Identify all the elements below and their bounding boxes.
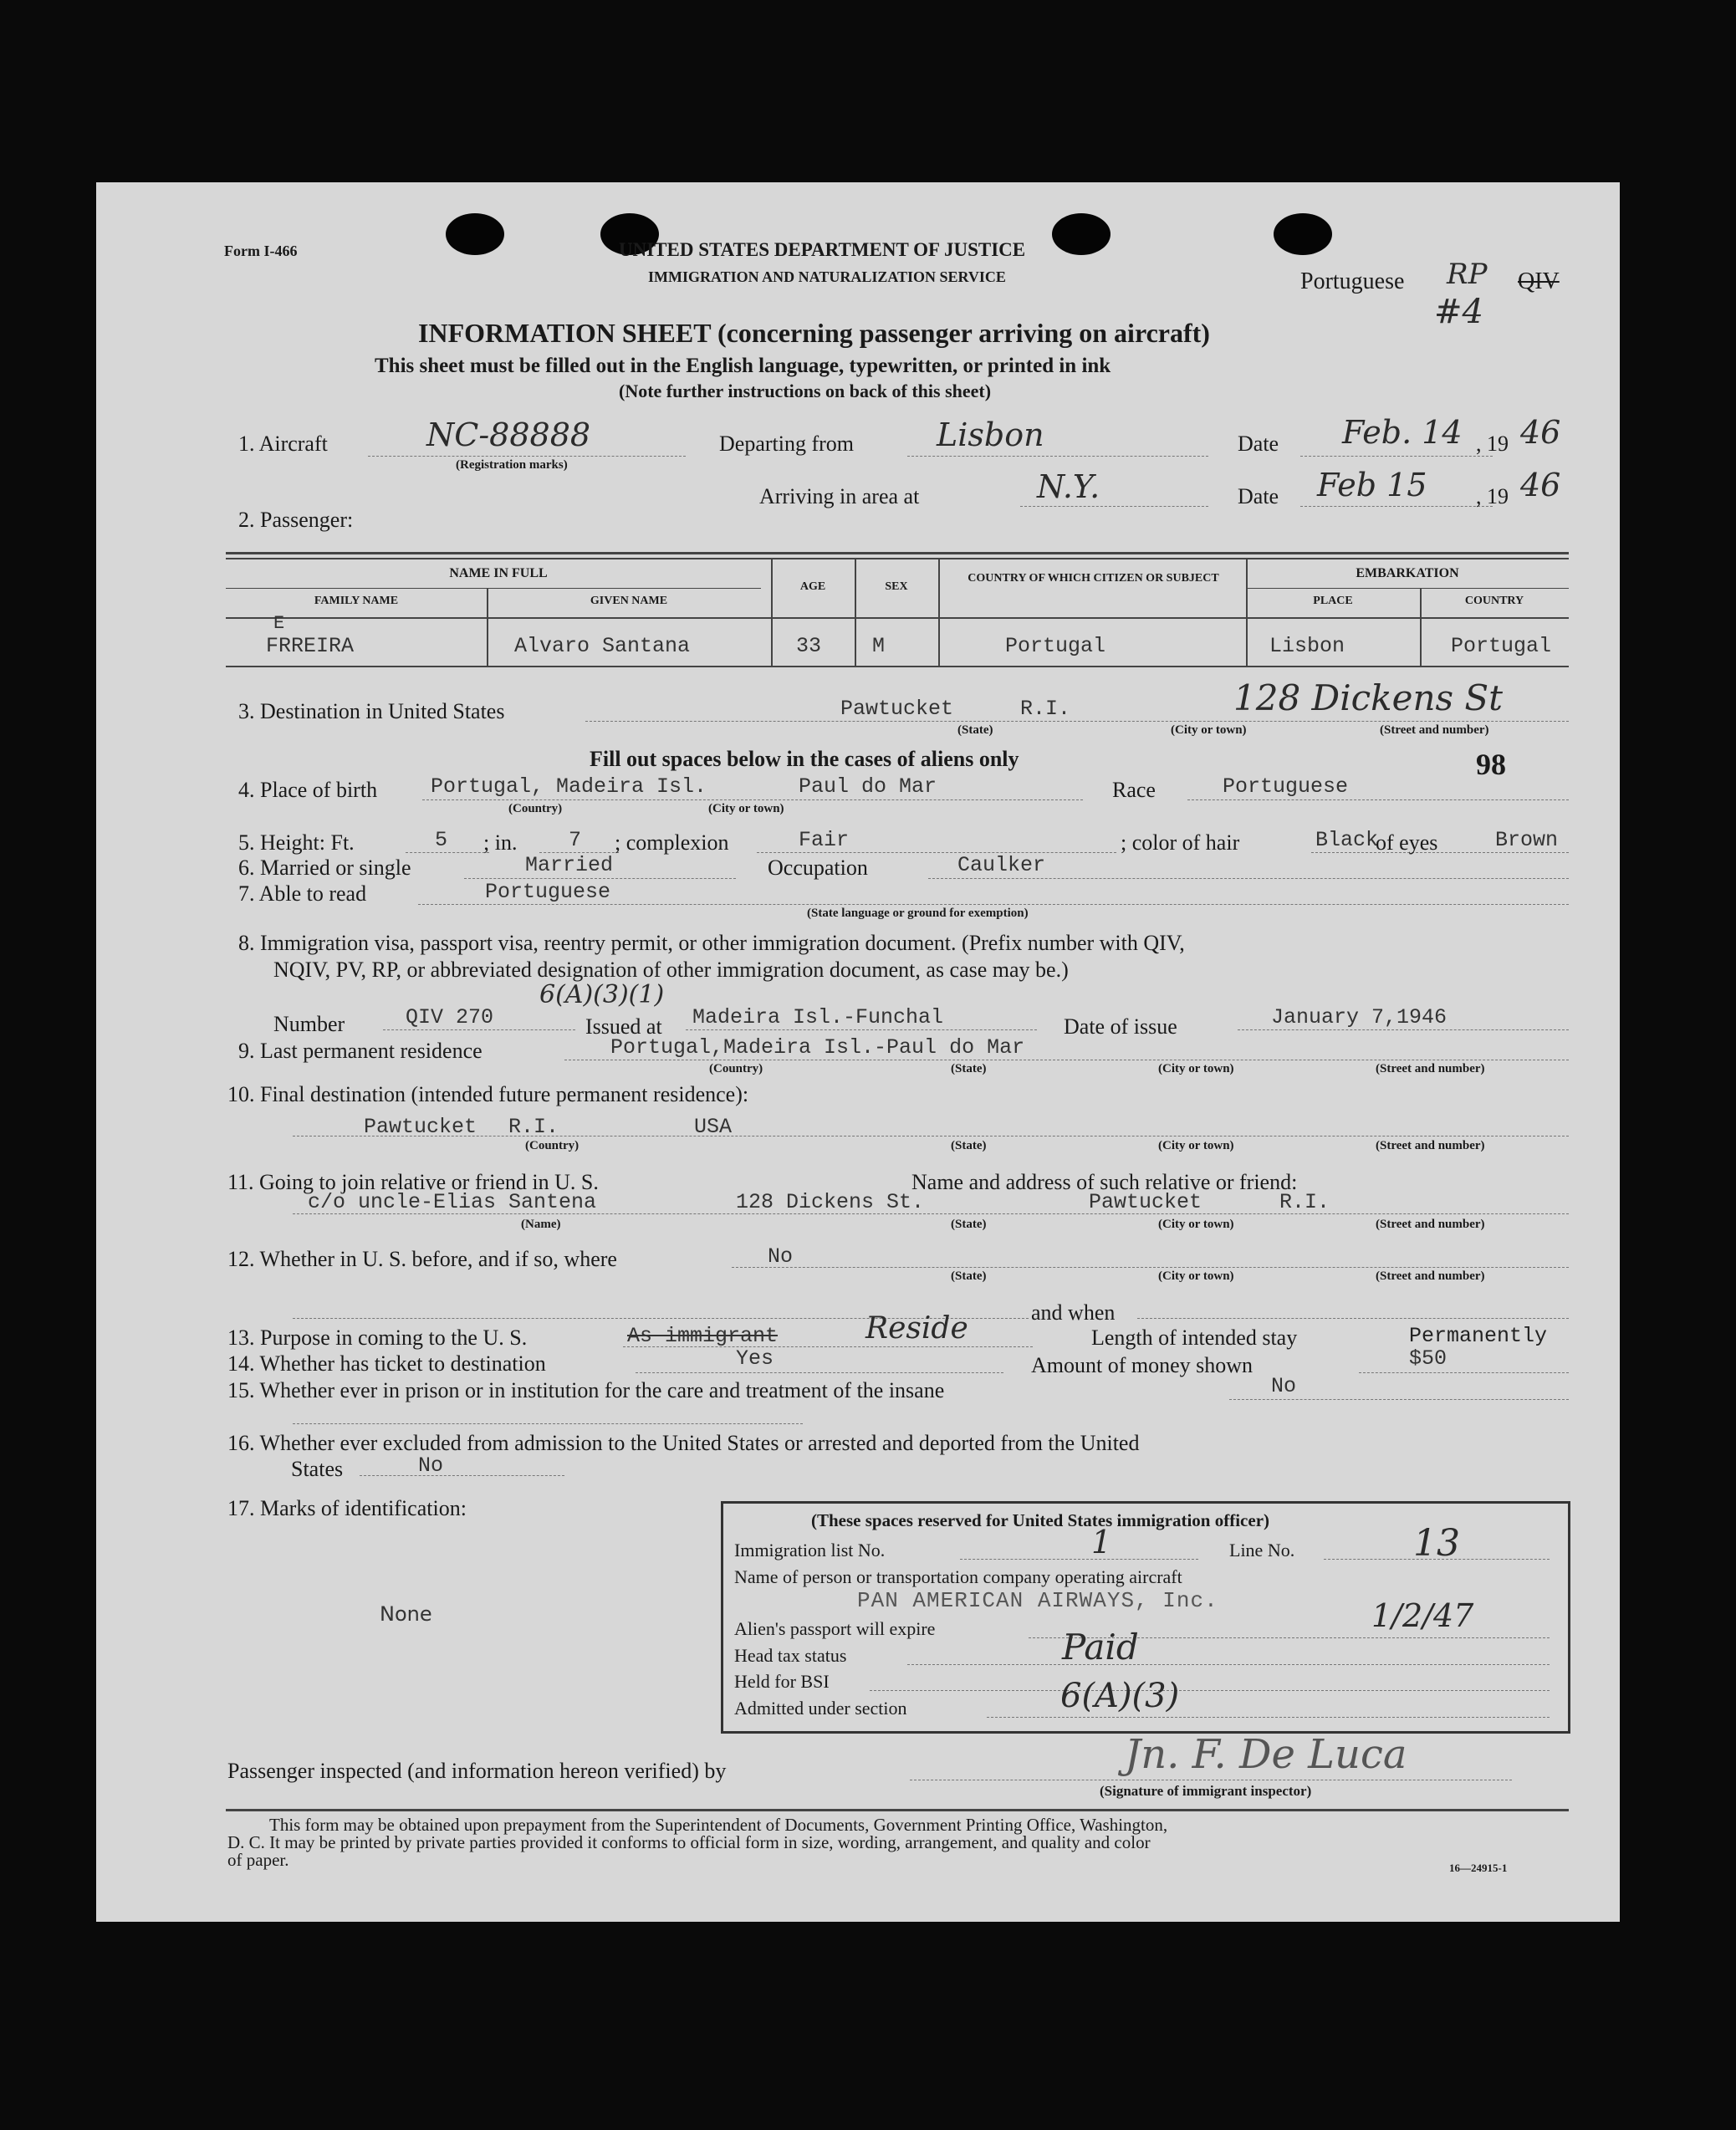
read-label: 7. Able to read [238,881,367,906]
bsi-label: Held for BSI [734,1671,830,1692]
aliens-heading: Fill out spaces below in the cases of aliens only [590,747,1019,771]
form-note: (Note further instructions on back of this sheet) [619,381,992,401]
corner-struck-code: QIV [1518,268,1560,294]
aircraft-value: NC-88888 [426,416,591,453]
passenger-label: 2. Passenger: [238,508,354,532]
ticket-label: 14. Whether has ticket to destination [227,1351,546,1376]
complexion-label: ; complexion [615,830,729,855]
prison-label: 15. Whether ever in prison or in institution for the care and treatment of the insane [227,1378,945,1402]
destination-state-caption: (State) [957,723,993,737]
race-label: Race [1112,778,1156,802]
list-no-label: Immigration list No. [734,1540,886,1560]
family-name-correction: E [273,613,285,634]
relative-name-value: c/o uncle-Elias Santena [308,1190,597,1214]
country-citizen-header: COUNTRY OF WHICH CITIZEN OR SUBJECT [968,572,1219,585]
read-caption: (State language or ground for exemption) [807,907,1029,920]
and-when-label: and when [1031,1300,1116,1325]
corner-number: #4 [1434,293,1483,331]
previous-value: No [768,1244,794,1269]
inspection-label: Passenger inspected (and information hereon verified) by [227,1759,727,1783]
relative-name-caption: (Name) [521,1218,561,1231]
final-country-caption: (Country) [525,1139,580,1152]
line-no-label: Line No. [1229,1540,1295,1560]
corner-label: Portuguese [1300,268,1405,294]
relative-street-value: 128 Dickens St. [736,1190,925,1214]
section-label: Admitted under section [734,1698,907,1719]
visa-hand-note: 6(A)(3)(1) [539,980,665,1009]
officer-heading: (These spaces reserved for United States immigration officer) [811,1510,1270,1530]
destination-street-value: 128 Dickens St [1233,677,1504,718]
destination-state-value: R.I. [1020,697,1071,721]
departing-value: Lisbon [937,416,1044,453]
passport-value: 1/2/47 [1371,1597,1474,1634]
relative-state-value: R.I. [1279,1190,1330,1214]
relative-name-address-label: Name and address of such relative or friend: [911,1170,1298,1194]
visa-label-line1: 8. Immigration visa, passport visa, reentry permit, or other immigration document. (Prefix number with QIV, [238,931,1185,955]
tax-label: Head tax status [734,1645,847,1666]
relative-street-caption: (Street and number) [1376,1218,1485,1231]
excluded-label-line1: 16. Whether ever excluded from admission to the United States or arrested and deported from the United [227,1431,1140,1455]
occupation-label: Occupation [768,856,868,880]
birth-city-caption: (City or town) [708,802,784,815]
previous-city-caption: (City or town) [1158,1269,1234,1283]
prison-value: No [1271,1374,1297,1398]
arriving-label: Arriving in area at [759,484,920,508]
final-city-caption: (City or town) [1158,1139,1234,1152]
department-name: UNITED STATES DEPARTMENT OF JUSTICE [619,239,1026,260]
visa-date-label: Date of issue [1064,1014,1177,1039]
punch-hole [1052,213,1111,255]
inspector-signature: Jn. F. De Luca [1125,1731,1407,1778]
final-street-caption: (Street and number) [1376,1139,1485,1152]
hair-label: ; color of hair [1121,830,1240,855]
arrive-date-label: Date [1238,484,1279,508]
embark-country-value: Portugal [1451,634,1552,658]
family-name-header: FAMILY NAME [314,595,399,607]
residence-city-caption: (City or town) [1158,1062,1234,1075]
given-name-header: GIVEN NAME [590,595,668,607]
occupation-value: Caulker [957,853,1046,877]
line-no-value: 13 [1413,1522,1460,1565]
birth-city-value: Paul do Mar [799,774,937,799]
form-subtitle: This sheet must be filled out in the English language, typewritten, or printed in ink [375,355,1111,377]
passport-label: Alien's passport will expire [734,1618,936,1639]
sex-value: M [872,634,886,658]
relative-city-caption: (City or town) [1158,1218,1234,1231]
footer-code: 16—24915-1 [1449,1862,1508,1874]
company-label: Name of person or transportation company operating aircraft [734,1566,1182,1587]
complexion-value: Fair [799,828,850,852]
money-label: Amount of money shown [1031,1353,1253,1377]
destination-label: 3. Destination in United States [238,699,505,723]
arrive-date-value: Feb 15 [1317,467,1427,503]
corner-hand-code: RP [1447,258,1488,291]
residence-street-caption: (Street and number) [1376,1062,1485,1075]
visa-label-line2: NQIV, PV, RP, or abbreviated designation of other immigration document, as case may be.) [273,958,1069,982]
form-title: INFORMATION SHEET (concerning passenger arriving on aircraft) [418,318,1210,348]
previous-street-caption: (Street and number) [1376,1269,1485,1283]
depart-date-value: Feb. 14 [1342,414,1463,451]
footer-text-line2: D. C. It may be printed by private parties provided it conforms to official form in size, wording, arrangement, and quality and color [227,1832,1151,1852]
visa-date-value: January 7,1946 [1271,1005,1448,1029]
eyes-value: Brown [1495,828,1559,852]
marital-label: 6. Married or single [238,856,411,880]
name-in-full-header: NAME IN FULL [449,566,548,580]
final-destination-label: 10. Final destination (intended future permanent residence): [227,1082,749,1106]
tax-value: Paid [1062,1627,1139,1668]
service-name: IMMIGRATION AND NATURALIZATION SERVICE [648,268,1006,285]
visa-issued-label: Issued at [585,1014,662,1039]
final-state-value: R.I. [508,1115,559,1139]
footer-text-line3: of paper. [227,1850,289,1870]
age-value: 33 [796,634,822,658]
destination-city-value: Pawtucket [840,697,954,721]
punch-hole [446,213,504,255]
stay-value: Permanently [1409,1324,1548,1348]
sex-header: SEX [885,580,908,593]
aircraft-label: 1. Aircraft [238,432,328,456]
punch-hole [1274,213,1332,255]
height-in-label: ; in. [483,830,518,855]
arrive-year-value: 46 [1520,467,1561,503]
final-country-value: USA [694,1115,733,1139]
depart-date-label: Date [1238,432,1279,456]
residence-country-caption: (Country) [709,1062,763,1075]
family-name-value: FRREIRA [266,634,355,658]
visa-number-label: Number [273,1012,345,1036]
age-header: AGE [799,580,826,593]
residence-value: Portugal,Madeira Isl.-Paul do Mar [610,1035,1025,1060]
previous-state-caption: (State) [951,1269,987,1283]
birth-country-value: Portugal, Madeira Isl. [431,774,707,799]
depart-year-value: 46 [1520,414,1561,451]
residence-label: 9. Last permanent residence [238,1039,483,1063]
departing-label: Departing from [719,432,855,456]
relative-label: 11. Going to join relative or friend in U. S. [227,1170,599,1194]
race-value: Portuguese [1223,774,1349,799]
purpose-label: 13. Purpose in coming to the U. S. [227,1326,528,1350]
arriving-value: N.Y. [1037,468,1100,505]
height-in-value: 7 [569,828,582,852]
final-city-value: Pawtucket [364,1115,477,1139]
eyes-label: of eyes [1376,830,1438,855]
place-header: PLACE [1313,595,1353,607]
height-label: 5. Height: Ft. [238,830,355,855]
relative-state-caption: (State) [951,1218,987,1231]
section-value: 6(A)(3) [1060,1677,1180,1715]
registration-caption: (Registration marks) [456,458,568,472]
purpose-hand-value: Reside [865,1311,968,1346]
residence-state-caption: (State) [951,1062,987,1075]
height-ft-value: 5 [435,828,448,852]
form-number: Form I-466 [224,243,298,259]
destination-street-caption: (Street and number) [1380,723,1489,737]
money-value: $50 [1409,1346,1448,1371]
final-state-caption: (State) [951,1139,987,1152]
stamp-number: 98 [1476,748,1506,781]
citizen-value: Portugal [1005,634,1106,658]
birth-country-caption: (Country) [508,802,563,815]
visa-issued-value: Madeira Isl.-Funchal [692,1005,944,1029]
destination-city-caption: (City or town) [1171,723,1247,737]
marks-value: None [380,1602,432,1626]
marital-value: Married [525,853,614,877]
ticket-value: Yes [736,1346,774,1371]
excluded-value: No [418,1453,444,1478]
embarkation-header: EMBARKATION [1356,566,1459,580]
embark-place-value: Lisbon [1269,634,1345,658]
stay-label: Length of intended stay [1091,1326,1298,1350]
read-value: Portuguese [485,880,611,904]
arrive-year-prefix: , 19 [1476,484,1509,508]
marks-label: 17. Marks of identification: [227,1496,467,1520]
hair-value: Black [1315,828,1379,852]
footer-text-line1: This form may be obtained upon prepayment from the Superintendent of Documents, Government Printing Office, Washington, [269,1815,1168,1835]
previous-label: 12. Whether in U. S. before, and if so, where [227,1247,617,1271]
relative-city-value: Pawtucket [1089,1190,1202,1214]
purpose-struck-value: As immigrant [627,1324,779,1348]
birth-label: 4. Place of birth [238,778,378,802]
list-no-value: 1 [1091,1524,1112,1560]
signature-caption: (Signature of immigrant inspector) [1100,1783,1312,1799]
company-value: PAN AMERICAN AIRWAYS, Inc. [857,1588,1218,1613]
visa-number-value: QIV 270 [406,1005,494,1029]
given-name-value: Alvaro Santana [514,634,691,658]
depart-year-prefix: , 19 [1476,432,1509,456]
embark-country-header: COUNTRY [1464,595,1524,607]
excluded-label-line2: States [291,1457,344,1481]
